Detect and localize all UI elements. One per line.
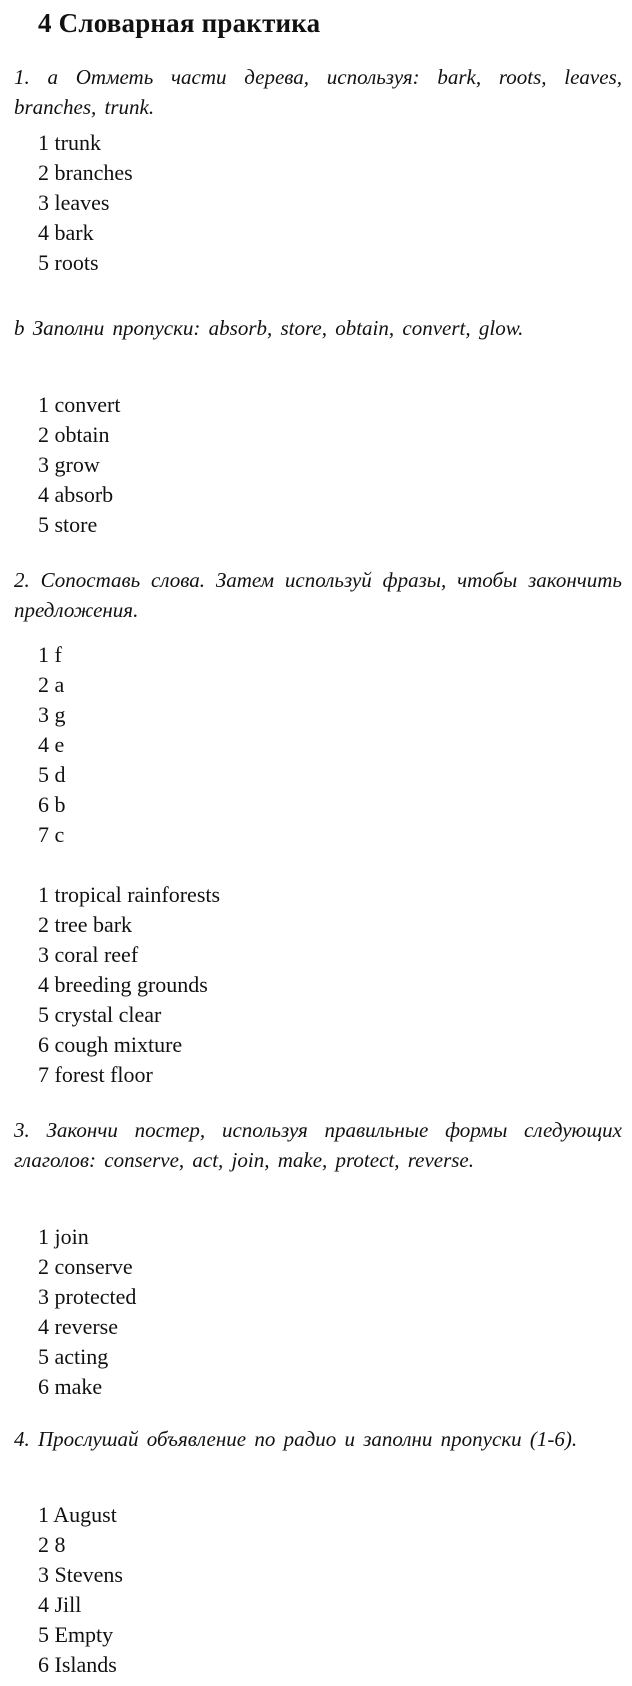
answer-item: 6 Islands [38, 1652, 117, 1677]
answer-item: 3 g [38, 702, 66, 727]
answer-item: 5 acting [38, 1344, 109, 1369]
answer-item: 3 grow [38, 452, 100, 477]
exercise-4-instruction: 4. Прослушай объявление по радио и заполни пропуски (1-6). [14, 1427, 578, 1451]
answer-item: 2 8 [38, 1532, 66, 1557]
answer-item: 4 e [38, 732, 65, 757]
exercise-1b-answers [38, 390, 120, 540]
exercise-1b-instruction: b Заполни пропуски: absorb, store, obtain, convert, glow. [14, 316, 524, 340]
answer-item: 6 make [38, 1374, 103, 1399]
answer-item: 5 roots [38, 250, 99, 275]
answer-item: 2 a [38, 672, 65, 697]
exercise-2-phrases [38, 880, 220, 1090]
answer-item: 4 Jill [38, 1592, 82, 1617]
answer-item: 7 c [38, 822, 65, 847]
answer-item: 2 branches [38, 160, 133, 185]
answer-item: 1 trunk [38, 130, 101, 155]
answer-item: 1 f [38, 642, 62, 667]
answer-item: 3 Stevens [38, 1562, 123, 1587]
answer-item: 3 protected [38, 1284, 137, 1309]
answer-item: 3 coral reef [38, 942, 139, 967]
exercise-3-instruction: 3. Закончи постер, используя правильные формы следующих глаголов: conserve, act, join, make, protect, reverse. [14, 1118, 622, 1172]
answer-item: 5 store [38, 512, 98, 537]
answer-item: 6 cough mixture [38, 1032, 183, 1057]
exercise-2-answers [38, 640, 66, 850]
answer-item: 1 tropical rainforests [38, 882, 221, 907]
answer-item: 3 leaves [38, 190, 110, 215]
answer-item: 1 join [38, 1224, 89, 1249]
answer-item: 5 d [38, 762, 66, 787]
answer-item: 2 tree bark [38, 912, 133, 937]
answer-item: 1 convert [38, 392, 121, 417]
page-title: 4 Словарная практика [38, 8, 321, 38]
answer-item: 2 conserve [38, 1254, 133, 1279]
answer-item: 5 crystal clear [38, 1002, 162, 1027]
answer-item: 7 forest floor [38, 1062, 153, 1087]
answer-item: 5 Empty [38, 1622, 114, 1647]
answer-item: 4 breeding grounds [38, 972, 208, 997]
answer-item: 6 b [38, 792, 66, 817]
exercise-2-instruction: 2. Сопоставь слова. Затем используй фразы, чтобы закончить предложения. [14, 568, 622, 622]
answer-item: 1 August [38, 1502, 117, 1527]
answer-item: 4 absorb [38, 482, 114, 507]
exercise-4-answers [38, 1500, 123, 1680]
exercise-1a-answers [38, 128, 133, 278]
answer-item: 2 obtain [38, 422, 110, 447]
answer-item: 4 bark [38, 220, 94, 245]
answer-item: 4 reverse [38, 1314, 119, 1339]
exercise-1a-instruction: 1. a Отметь части дерева, используя: bark, roots, leaves, branches, trunk. [14, 65, 622, 119]
exercise-3-answers [38, 1222, 136, 1402]
